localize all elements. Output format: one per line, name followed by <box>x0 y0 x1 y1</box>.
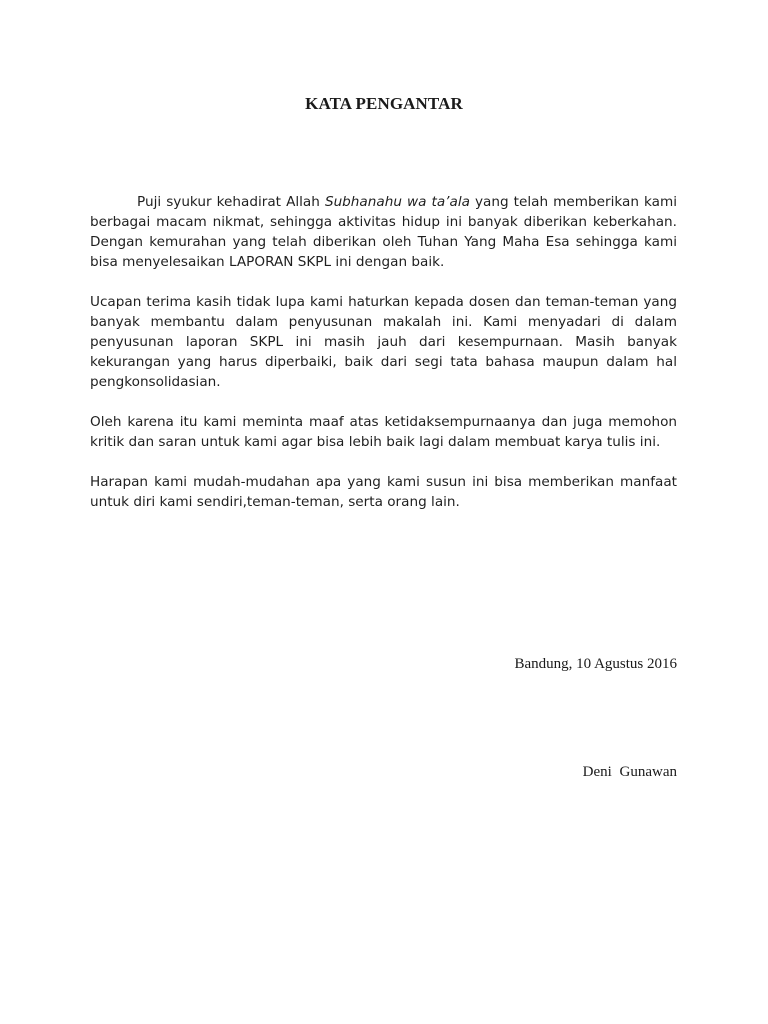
paragraph-4: Harapan kami mudah-mudahan apa yang kami susun ini bisa memberikan manfaat untuk diri kami sendiri,teman-teman, serta orang lain. <box>90 474 677 510</box>
signer-name: Deni Gunawan <box>582 764 677 780</box>
paragraph-1-text-end: yang telah memberikan kami berbagai macam nikmat, sehingga aktivitas hidup ini banyak diberikan keberkahan. Dengan kemurahan yang telah diberikan oleh Tuhan Yang Maha Esa sehingga kami bisa menyelesaikan LAPORAN SKPL ini dengan baik. <box>90 194 677 270</box>
page-title: KATA PENGANTAR <box>305 94 463 113</box>
paragraph-1-italic-phrase: Subhanahu wa ta’ala <box>324 194 470 210</box>
paragraph-3: Oleh karena itu kami meminta maaf atas ketidaksempurnaanya dan juga memohon kritik dan saran untuk kami agar bisa lebih baik lagi dalam membuat karya tulis ini. <box>90 414 677 450</box>
paragraph-2: Ucapan terima kasih tidak lupa kami haturkan kepada dosen dan teman-teman yang banyak membantu dalam penyusunan makalah ini. Kami menyadari di dalam penyusunan laporan SKPL ini masih jauh dari kesempurnaan. Masih banyak kekurangan yang harus diperbaiki, baik dari segi tata bahasa maupun dalam hal pengkonsolidasian. <box>90 294 677 390</box>
place-date: Bandung, 10 Agustus 2016 <box>514 656 677 672</box>
paragraph-1 <box>90 192 677 272</box>
document-body <box>90 192 677 532</box>
paragraph-1-text-start: Puji syukur kehadirat Allah <box>137 194 325 210</box>
